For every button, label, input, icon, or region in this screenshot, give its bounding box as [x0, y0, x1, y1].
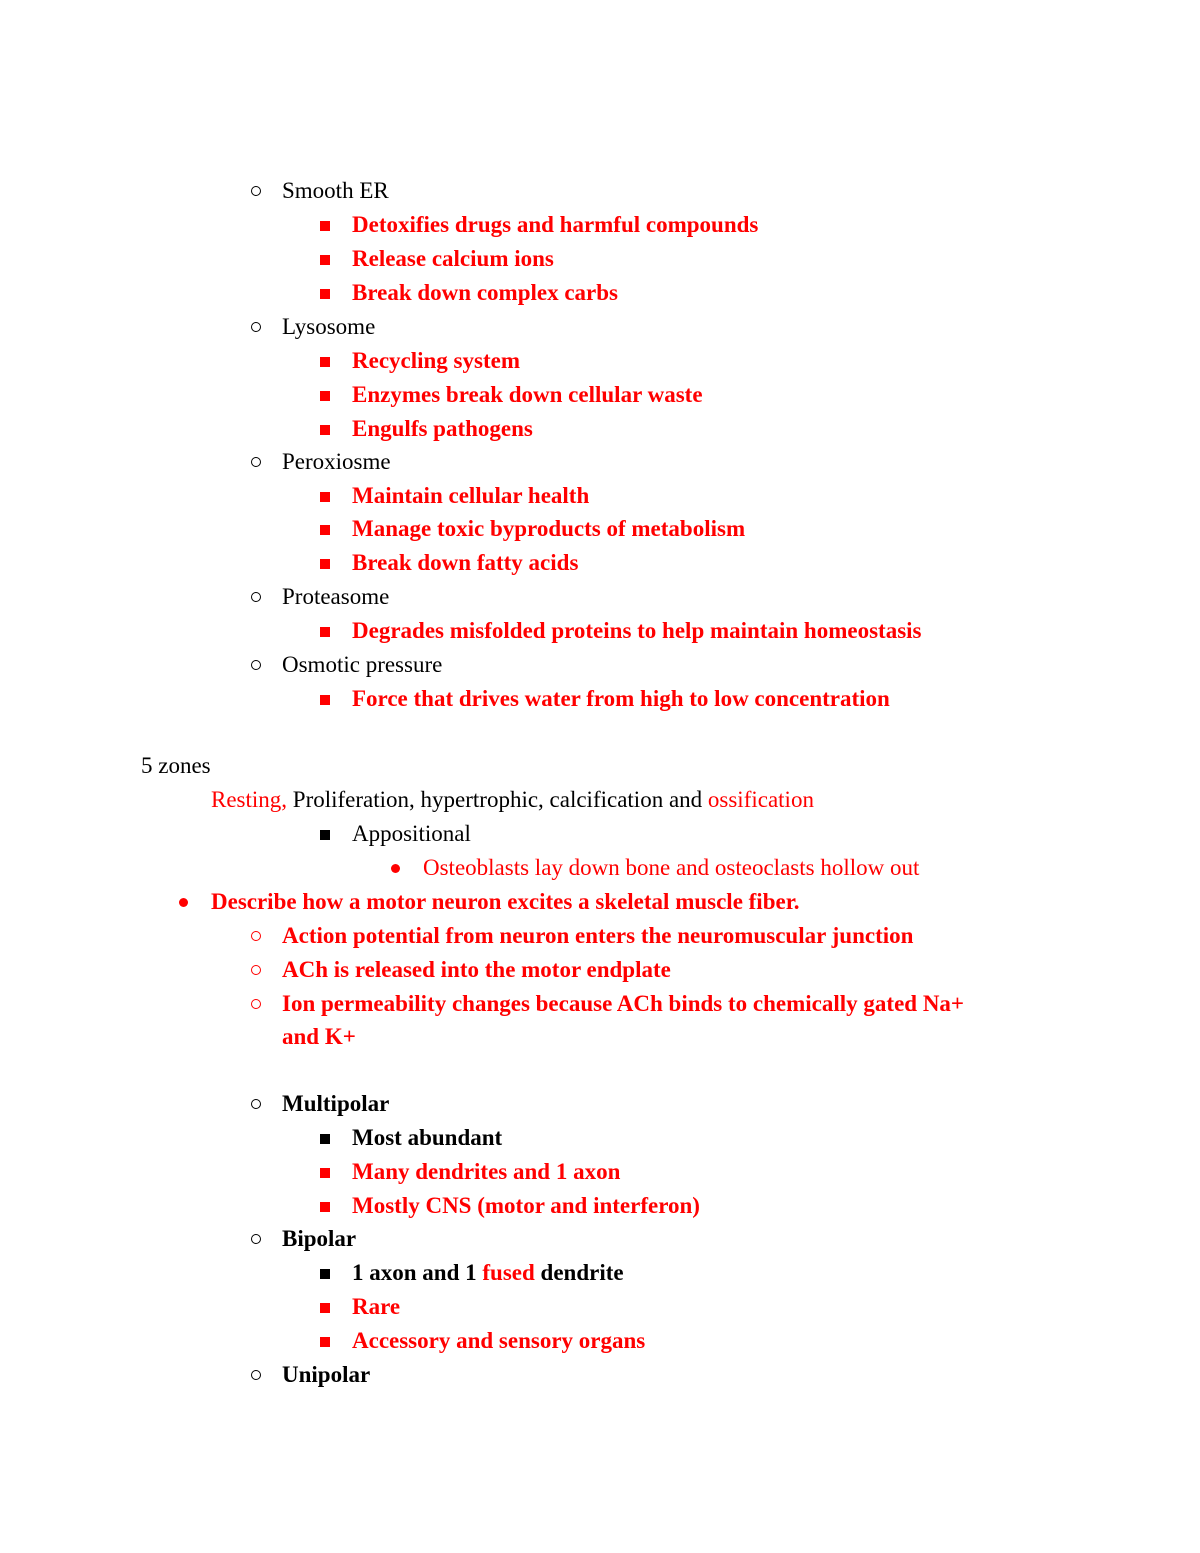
square-bullet-icon: [320, 357, 330, 367]
list-item-text: ACh is released into the motor endplate: [282, 957, 671, 982]
list-item: [0, 548, 1200, 578]
list-item-text: Osteoblasts lay down bone and osteoclasts hollow out: [423, 855, 920, 880]
list-item: [0, 582, 1200, 612]
square-bullet-icon: [320, 830, 330, 840]
list-item-text: Rare: [352, 1294, 401, 1319]
zones-heading: 5 zones: [141, 753, 211, 778]
list-item-text: Force that drives water from high to low concentration: [352, 686, 890, 711]
list-item: [0, 1224, 1200, 1254]
list-item-text: Accessory and sensory organs: [352, 1328, 646, 1353]
list-item: [0, 853, 1200, 883]
square-bullet-icon: [320, 221, 330, 231]
hollow-circle-bullet-icon: [251, 965, 261, 975]
zones-list: [0, 785, 1200, 815]
square-bullet-icon: [320, 255, 330, 265]
list-item: [0, 514, 1200, 544]
bipolar-text-c: dendrite: [534, 1260, 624, 1285]
list-item-continuation: [0, 1022, 1200, 1052]
list-item-text: Release calcium ions: [352, 246, 554, 271]
outline-heading: Osmotic pressure: [282, 652, 443, 677]
outline-heading: Lysosome: [282, 314, 376, 339]
outline-heading: Smooth ER: [282, 178, 389, 203]
square-bullet-icon: [320, 1134, 330, 1144]
list-item: [0, 1258, 1200, 1288]
outline-heading: Proteasome: [282, 584, 390, 609]
list-item-text: and K+: [282, 1024, 356, 1049]
zone-resting: Resting,: [211, 787, 288, 812]
hollow-circle-bullet-icon: [251, 1234, 261, 1244]
list-item: [0, 244, 1200, 274]
filled-circle-bullet-icon: [179, 898, 188, 907]
outline-heading: Unipolar: [282, 1362, 371, 1387]
square-bullet-icon: [320, 695, 330, 705]
list-item: [0, 616, 1200, 646]
square-bullet-icon: [320, 1303, 330, 1313]
list-item-text: Break down fatty acids: [352, 550, 579, 575]
list-item: [0, 1191, 1200, 1221]
zone-middle: Proliferation, hypertrophic, calcification and: [287, 787, 708, 812]
outline-heading: Peroxiosme: [282, 449, 391, 474]
square-bullet-icon: [320, 1168, 330, 1178]
list-item: [0, 414, 1200, 444]
list-item-text: Engulfs pathogens: [352, 416, 533, 441]
square-bullet-icon: [320, 391, 330, 401]
square-bullet-icon: [320, 1202, 330, 1212]
list-item: [0, 955, 1200, 985]
list-item-text: Enzymes break down cellular waste: [352, 382, 703, 407]
square-bullet-icon: [320, 492, 330, 502]
square-bullet-icon: [320, 1269, 330, 1279]
list-item: [0, 447, 1200, 477]
list-item: [0, 312, 1200, 342]
list-item-text: Action potential from neuron enters the neuromuscular junction: [282, 923, 914, 948]
list-item-text: Detoxifies drugs and harmful compounds: [352, 212, 759, 237]
bipolar-text-fused: fused: [482, 1260, 535, 1285]
list-item-text: Many dendrites and 1 axon: [352, 1159, 621, 1184]
hollow-circle-bullet-icon: [251, 999, 261, 1009]
hollow-circle-bullet-icon: [251, 592, 261, 602]
list-item: [0, 1157, 1200, 1187]
list-item: [0, 1360, 1200, 1390]
list-item: [0, 921, 1200, 951]
list-item-text: Mostly CNS (motor and interferon): [352, 1193, 700, 1218]
hollow-circle-bullet-icon: [251, 322, 261, 332]
zone-ossification: ossification: [707, 787, 814, 812]
list-item: [0, 1292, 1200, 1322]
square-bullet-icon: [320, 559, 330, 569]
list-item: [0, 481, 1200, 511]
list-item-text: [352, 1258, 624, 1288]
list-item: [0, 210, 1200, 240]
hollow-circle-bullet-icon: [251, 931, 261, 941]
section-heading: [0, 751, 1200, 781]
list-item: [0, 819, 1200, 849]
list-item: [0, 380, 1200, 410]
list-item: [0, 1089, 1200, 1119]
list-item: [0, 684, 1200, 714]
square-bullet-icon: [320, 1337, 330, 1347]
square-bullet-icon: [320, 289, 330, 299]
list-item-text: Degrades misfolded proteins to help maintain homeostasis: [352, 618, 922, 643]
list-item-text: Break down complex carbs: [352, 280, 618, 305]
list-item: [0, 989, 1200, 1019]
hollow-circle-bullet-icon: [251, 1099, 261, 1109]
list-item: [0, 650, 1200, 680]
list-item: [0, 278, 1200, 308]
list-item: [0, 887, 1200, 917]
bipolar-text-a: 1 axon and 1: [352, 1260, 483, 1285]
list-item: [0, 176, 1200, 206]
outline-heading: Multipolar: [282, 1091, 390, 1116]
list-item-text: Ion permeability changes because ACh binds to chemically gated Na+: [282, 991, 965, 1016]
outline-heading: Bipolar: [282, 1226, 357, 1251]
list-item: [0, 346, 1200, 376]
list-item-text: Appositional: [352, 821, 471, 846]
square-bullet-icon: [320, 627, 330, 637]
hollow-circle-bullet-icon: [251, 186, 261, 196]
list-item-text: Recycling system: [352, 348, 520, 373]
square-bullet-icon: [320, 525, 330, 535]
filled-circle-bullet-icon: [391, 864, 400, 873]
list-item-text: Manage toxic byproducts of metabolism: [352, 516, 746, 541]
hollow-circle-bullet-icon: [251, 1370, 261, 1380]
list-item-text: Maintain cellular health: [352, 483, 590, 508]
square-bullet-icon: [320, 425, 330, 435]
list-item: [0, 1123, 1200, 1153]
list-item: [0, 1326, 1200, 1356]
question-text: Describe how a motor neuron excites a skeletal muscle fiber.: [211, 889, 800, 914]
zones-list-text: [211, 785, 814, 815]
hollow-circle-bullet-icon: [251, 457, 261, 467]
hollow-circle-bullet-icon: [251, 660, 261, 670]
list-item-text: Most abundant: [352, 1125, 503, 1150]
